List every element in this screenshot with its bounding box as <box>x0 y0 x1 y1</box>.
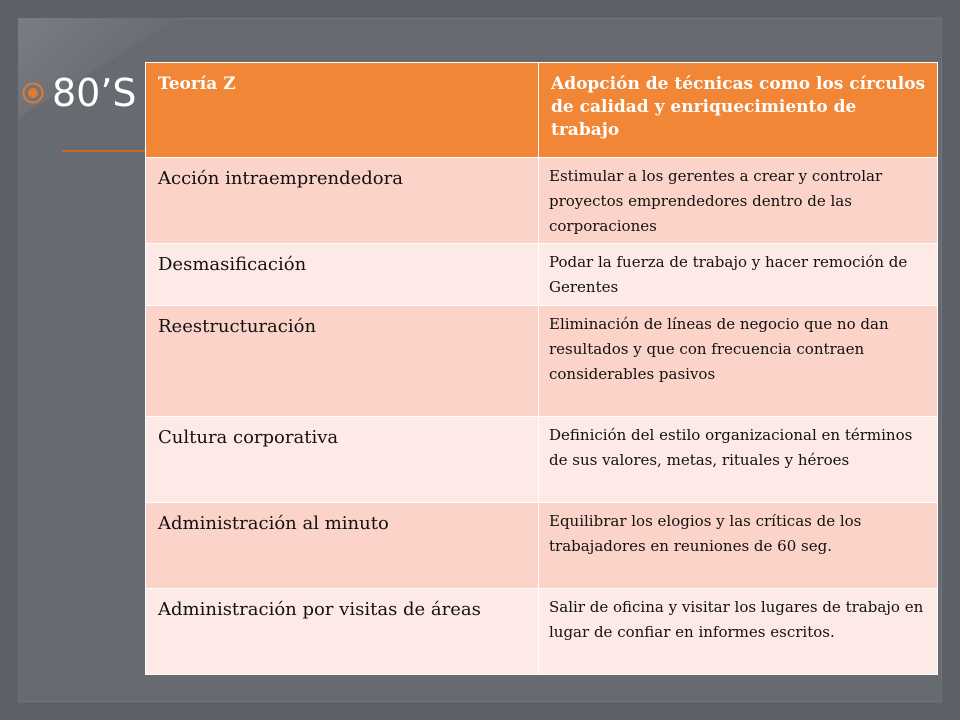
row-description-cell: Estimular a los gerentes a crear y controlar proyectos emprendedores dentro de las corporaciones <box>539 158 938 244</box>
table-row <box>146 417 938 503</box>
table-header-row <box>146 63 938 158</box>
row-description-cell: Salir de oficina y visitar los lugares de trabajo en lugar de confiar en informes escritos. <box>539 589 938 675</box>
table-row <box>146 306 938 417</box>
table-row <box>146 589 938 675</box>
table-row <box>146 158 938 244</box>
row-description-cell: Eliminación de líneas de negocio que no dan resultados y que con frecuencia contraen considerables pasivos <box>539 306 938 417</box>
row-description-cell: Equilibrar los elogios y las críticas de los trabajadores en reuniones de 60 seg. <box>539 503 938 589</box>
row-category-cell: Acción intraemprendedora <box>146 158 539 244</box>
table-row <box>146 503 938 589</box>
bullet-item <box>22 68 137 118</box>
row-description-cell: Podar la fuerza de trabajo y hacer remoción de Gerentes <box>539 244 938 306</box>
theory-table <box>145 62 938 675</box>
bullet-title: 80’S <box>52 71 137 115</box>
row-category-cell: Cultura corporativa <box>146 417 539 503</box>
header-description-cell: Adopción de técnicas como los círculos de calidad y enriquecimiento de trabajo <box>539 63 938 158</box>
header-category-cell: Teoría Z <box>146 63 539 158</box>
row-category-cell: Desmasificación <box>146 244 539 306</box>
table-row <box>146 244 938 306</box>
circle-bullet-icon <box>22 82 44 104</box>
row-category-cell: Reestructuración <box>146 306 539 417</box>
row-description-cell: Definición del estilo organizacional en términos de sus valores, metas, rituales y héroes <box>539 417 938 503</box>
row-category-cell: Administración al minuto <box>146 503 539 589</box>
row-category-cell: Administración por visitas de áreas <box>146 589 539 675</box>
title-underline <box>62 150 148 152</box>
